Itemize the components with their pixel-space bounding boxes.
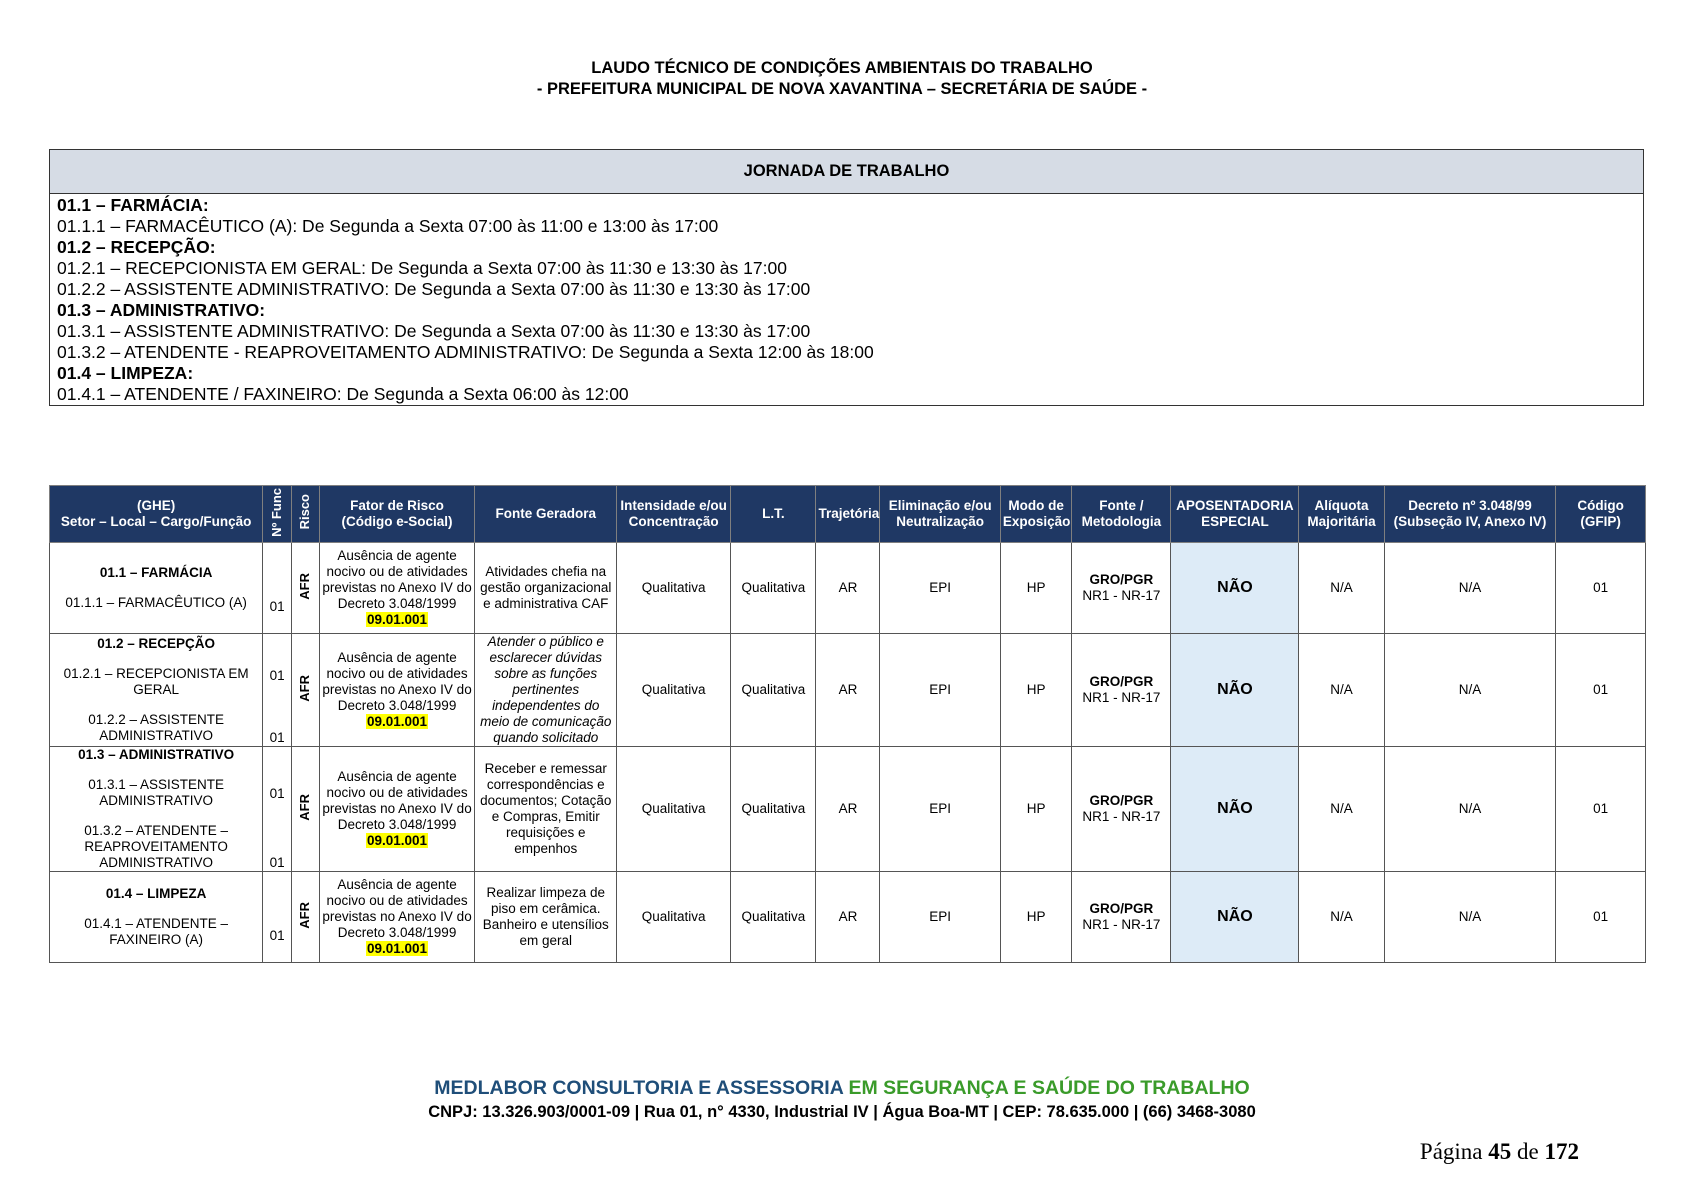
decreto-cell: N/A	[1384, 634, 1556, 747]
table-row	[50, 872, 1646, 963]
modo-cell: HP	[1000, 872, 1071, 963]
page-number: Página 45 de 172	[1419, 1139, 1579, 1164]
fator-cell	[319, 872, 475, 963]
col-eliminacao: Eliminação e/ou Neutralização	[880, 486, 1000, 543]
document-header	[0, 58, 1684, 100]
nfunc-cell	[263, 747, 292, 872]
modo-cell: HP	[1000, 543, 1071, 634]
nfunc-value: 01	[269, 599, 285, 614]
col-decreto: Decreto nº 3.048/99 (Subseção IV, Anexo IV)	[1384, 486, 1556, 543]
setor-cell	[50, 543, 263, 634]
jornada-line: 01.3.1 – ASSISTENTE ADMINISTRATIVO: De Segunda a Sexta 07:00 às 11:30 e 13:30 às 17:00	[57, 321, 811, 341]
nfunc-cell	[263, 634, 292, 747]
col-codigo: Código (GFIP)	[1556, 486, 1646, 543]
aliquota-cell: N/A	[1299, 634, 1384, 747]
intensidade-cell: Qualitativa	[617, 872, 731, 963]
nfunc-value: 01	[269, 668, 285, 683]
col-intensidade: Intensidade e/ou Concentração	[617, 486, 731, 543]
metodologia-cell: GRO/PGR NR1 - NR-17	[1072, 872, 1171, 963]
jornada-section: 01.2 – RECEPÇÃO:	[57, 237, 216, 257]
jornada-section: 01.1 – FARMÁCIA:	[57, 195, 209, 215]
modo-cell: HP	[1000, 747, 1071, 872]
table-header-row	[50, 486, 1646, 543]
col-lt: L.T.	[731, 486, 816, 543]
col-fator: Fator de Risco (Código e-Social)	[319, 486, 475, 543]
aposentadoria-cell: NÃO	[1171, 634, 1299, 747]
aliquota-cell: N/A	[1299, 543, 1384, 634]
company-name: MEDLABOR CONSULTORIA E ASSESSORIA EM SEGURANÇA E SAÚDE DO TRABALHO	[434, 1077, 1250, 1099]
table-row	[50, 747, 1646, 872]
fator-cell	[319, 634, 475, 747]
trajetoria-cell: AR	[816, 543, 880, 634]
page-footer	[0, 1076, 1684, 1123]
decreto-cell: N/A	[1384, 747, 1556, 872]
fator-cell	[319, 543, 475, 634]
metodologia-cell: GRO/PGR NR1 - NR-17	[1072, 747, 1171, 872]
col-trajetoria: Trajetória	[816, 486, 880, 543]
trajetoria-cell: AR	[816, 747, 880, 872]
esocial-code: 09.01.001	[367, 612, 428, 627]
col-aliquota: Alíquota Majoritária	[1299, 486, 1384, 543]
eliminacao-cell: EPI	[880, 634, 1000, 747]
nfunc-cell	[263, 543, 292, 634]
aliquota-cell: N/A	[1299, 747, 1384, 872]
eliminacao-cell: EPI	[880, 747, 1000, 872]
intensidade-cell: Qualitativa	[617, 747, 731, 872]
funcao-label: 01.2.2 – ASSISTENTE ADMINISTRATIVO	[88, 712, 225, 743]
lt-cell: Qualitativa	[731, 634, 816, 747]
gfip-cell: 01	[1556, 543, 1646, 634]
gfip-cell: 01	[1556, 747, 1646, 872]
jornada-line: 01.2.1 – RECEPCIONISTA EM GERAL: De Segunda a Sexta 07:00 às 11:30 e 13:30 às 17:00	[57, 258, 787, 278]
risco-value: AFR	[297, 572, 313, 600]
jornada-box	[49, 149, 1644, 406]
col-modo: Modo de Exposição	[1000, 486, 1071, 543]
setor-cell	[50, 872, 263, 963]
fonte-geradora-cell: Atender o público e esclarecer dúvidas sobre as funções pertinentes independentes do meio de comunicação quando solicitado	[475, 634, 617, 747]
risco-value: AFR	[297, 793, 313, 821]
fator-text: Ausência de agente nocivo ou de atividades previstas no Anexo IV do Decreto 3.048/1999	[322, 877, 472, 940]
nfunc-value: 01	[269, 928, 285, 943]
aposentadoria-cell: NÃO	[1171, 747, 1299, 872]
intensidade-cell: Qualitativa	[617, 634, 731, 747]
lt-cell: Qualitativa	[731, 872, 816, 963]
ghe-table	[49, 485, 1646, 963]
risco-cell	[292, 543, 320, 634]
nfunc-value: 01	[269, 730, 285, 745]
decreto-cell: N/A	[1384, 872, 1556, 963]
funcao-label: 01.3.1 – ASSISTENTE ADMINISTRATIVO	[88, 777, 225, 808]
lt-cell: Qualitativa	[731, 747, 816, 872]
setor-title: 01.4 – LIMPEZA	[105, 886, 207, 901]
funcao-label: 01.3.2 – ATENDENTE – REAPROVEITAMENTO ADMINISTRATIVO	[84, 823, 229, 870]
fator-text: Ausência de agente nocivo ou de atividades previstas no Anexo IV do Decreto 3.048/1999	[322, 548, 472, 611]
col-nfunc: Nº Func	[263, 486, 292, 543]
aposentadoria-cell: NÃO	[1171, 872, 1299, 963]
nfunc-cell	[263, 872, 292, 963]
trajetoria-cell: AR	[816, 872, 880, 963]
document-title: LAUDO TÉCNICO DE CONDIÇÕES AMBIENTAIS DO TRABALHO	[591, 59, 1093, 77]
gfip-cell: 01	[1556, 872, 1646, 963]
fonte-geradora-cell: Receber e remessar correspondências e documentos; Cotação e Compras, Emitir requisições e empenhos	[475, 747, 617, 872]
fonte-geradora-cell: Realizar limpeza de piso em cerâmica. Banheiro e utensílios em geral	[475, 872, 617, 963]
risco-cell	[292, 634, 320, 747]
esocial-code: 09.01.001	[367, 833, 428, 848]
jornada-title: JORNADA DE TRABALHO	[50, 150, 1643, 194]
esocial-code: 09.01.001	[367, 941, 428, 956]
fonte-geradora-cell: Atividades chefia na gestão organizacional e administrativa CAF	[475, 543, 617, 634]
esocial-code: 09.01.001	[367, 714, 428, 729]
col-fonte-metodologia: Fonte / Metodologia	[1072, 486, 1171, 543]
modo-cell: HP	[1000, 634, 1071, 747]
risco-cell	[292, 747, 320, 872]
nfunc-value: 01	[269, 786, 285, 801]
setor-cell	[50, 634, 263, 747]
funcao-label: 01.2.1 – RECEPCIONISTA EM GERAL	[63, 666, 249, 697]
gfip-cell: 01	[1556, 634, 1646, 747]
aposentadoria-cell: NÃO	[1171, 543, 1299, 634]
company-address: CNPJ: 13.326.903/0001-09 | Rua 01, n° 4330, Industrial IV | Água Boa-MT | CEP: 78.635.000 | (66) 3468-3080	[428, 1103, 1256, 1121]
trajetoria-cell: AR	[816, 634, 880, 747]
col-ghe: (GHE) Setor – Local – Cargo/Função	[50, 486, 263, 543]
metodologia-cell: GRO/PGR NR1 - NR-17	[1072, 543, 1171, 634]
setor-cell	[50, 747, 263, 872]
fator-text: Ausência de agente nocivo ou de atividades previstas no Anexo IV do Decreto 3.048/1999	[322, 769, 472, 832]
setor-title: 01.3 – ADMINISTRATIVO	[78, 747, 235, 762]
jornada-body	[50, 194, 1643, 405]
col-fonte-geradora: Fonte Geradora	[475, 486, 617, 543]
lt-cell: Qualitativa	[731, 543, 816, 634]
jornada-line: 01.4.1 – ATENDENTE / FAXINEIRO: De Segunda a Sexta 06:00 às 12:00	[57, 384, 629, 404]
eliminacao-cell: EPI	[880, 872, 1000, 963]
fator-text: Ausência de agente nocivo ou de atividades previstas no Anexo IV do Decreto 3.048/1999	[322, 650, 472, 713]
metodologia-cell: GRO/PGR NR1 - NR-17	[1072, 634, 1171, 747]
jornada-section: 01.3 – ADMINISTRATIVO:	[57, 300, 266, 320]
table-row	[50, 543, 1646, 634]
jornada-line: 01.3.2 – ATENDENTE - REAPROVEITAMENTO ADMINISTRATIVO: De Segunda a Sexta 12:00 às 18:00	[57, 342, 874, 362]
funcao-label: 01.4.1 – ATENDENTE – FAXINEIRO (A)	[84, 916, 229, 947]
decreto-cell: N/A	[1384, 543, 1556, 634]
col-risco: Risco	[292, 486, 320, 543]
eliminacao-cell: EPI	[880, 543, 1000, 634]
setor-title: 01.2 – RECEPÇÃO	[97, 636, 215, 651]
jornada-line: 01.2.2 – ASSISTENTE ADMINISTRATIVO: De Segunda a Sexta 07:00 às 11:30 e 13:30 às 17:00	[57, 279, 811, 299]
funcao-label: 01.1.1 – FARMACÊUTICO (A)	[65, 595, 247, 610]
jornada-section: 01.4 – LIMPEZA:	[57, 363, 194, 383]
setor-title: 01.1 – FARMÁCIA	[99, 565, 213, 580]
intensidade-cell: Qualitativa	[617, 543, 731, 634]
jornada-line: 01.1.1 – FARMACÊUTICO (A): De Segunda a Sexta 07:00 às 11:00 e 13:00 às 17:00	[57, 216, 719, 236]
risco-value: AFR	[297, 901, 313, 929]
table-row	[50, 634, 1646, 747]
fator-cell	[319, 747, 475, 872]
risco-value: AFR	[297, 674, 313, 702]
risco-cell	[292, 872, 320, 963]
document-subtitle: - PREFEITURA MUNICIPAL DE NOVA XAVANTINA – SECRETÁRIA DE SAÚDE -	[536, 80, 1148, 98]
aliquota-cell: N/A	[1299, 872, 1384, 963]
col-aposentadoria: APOSENTADORIA ESPECIAL	[1171, 486, 1299, 543]
nfunc-value: 01	[269, 855, 285, 870]
